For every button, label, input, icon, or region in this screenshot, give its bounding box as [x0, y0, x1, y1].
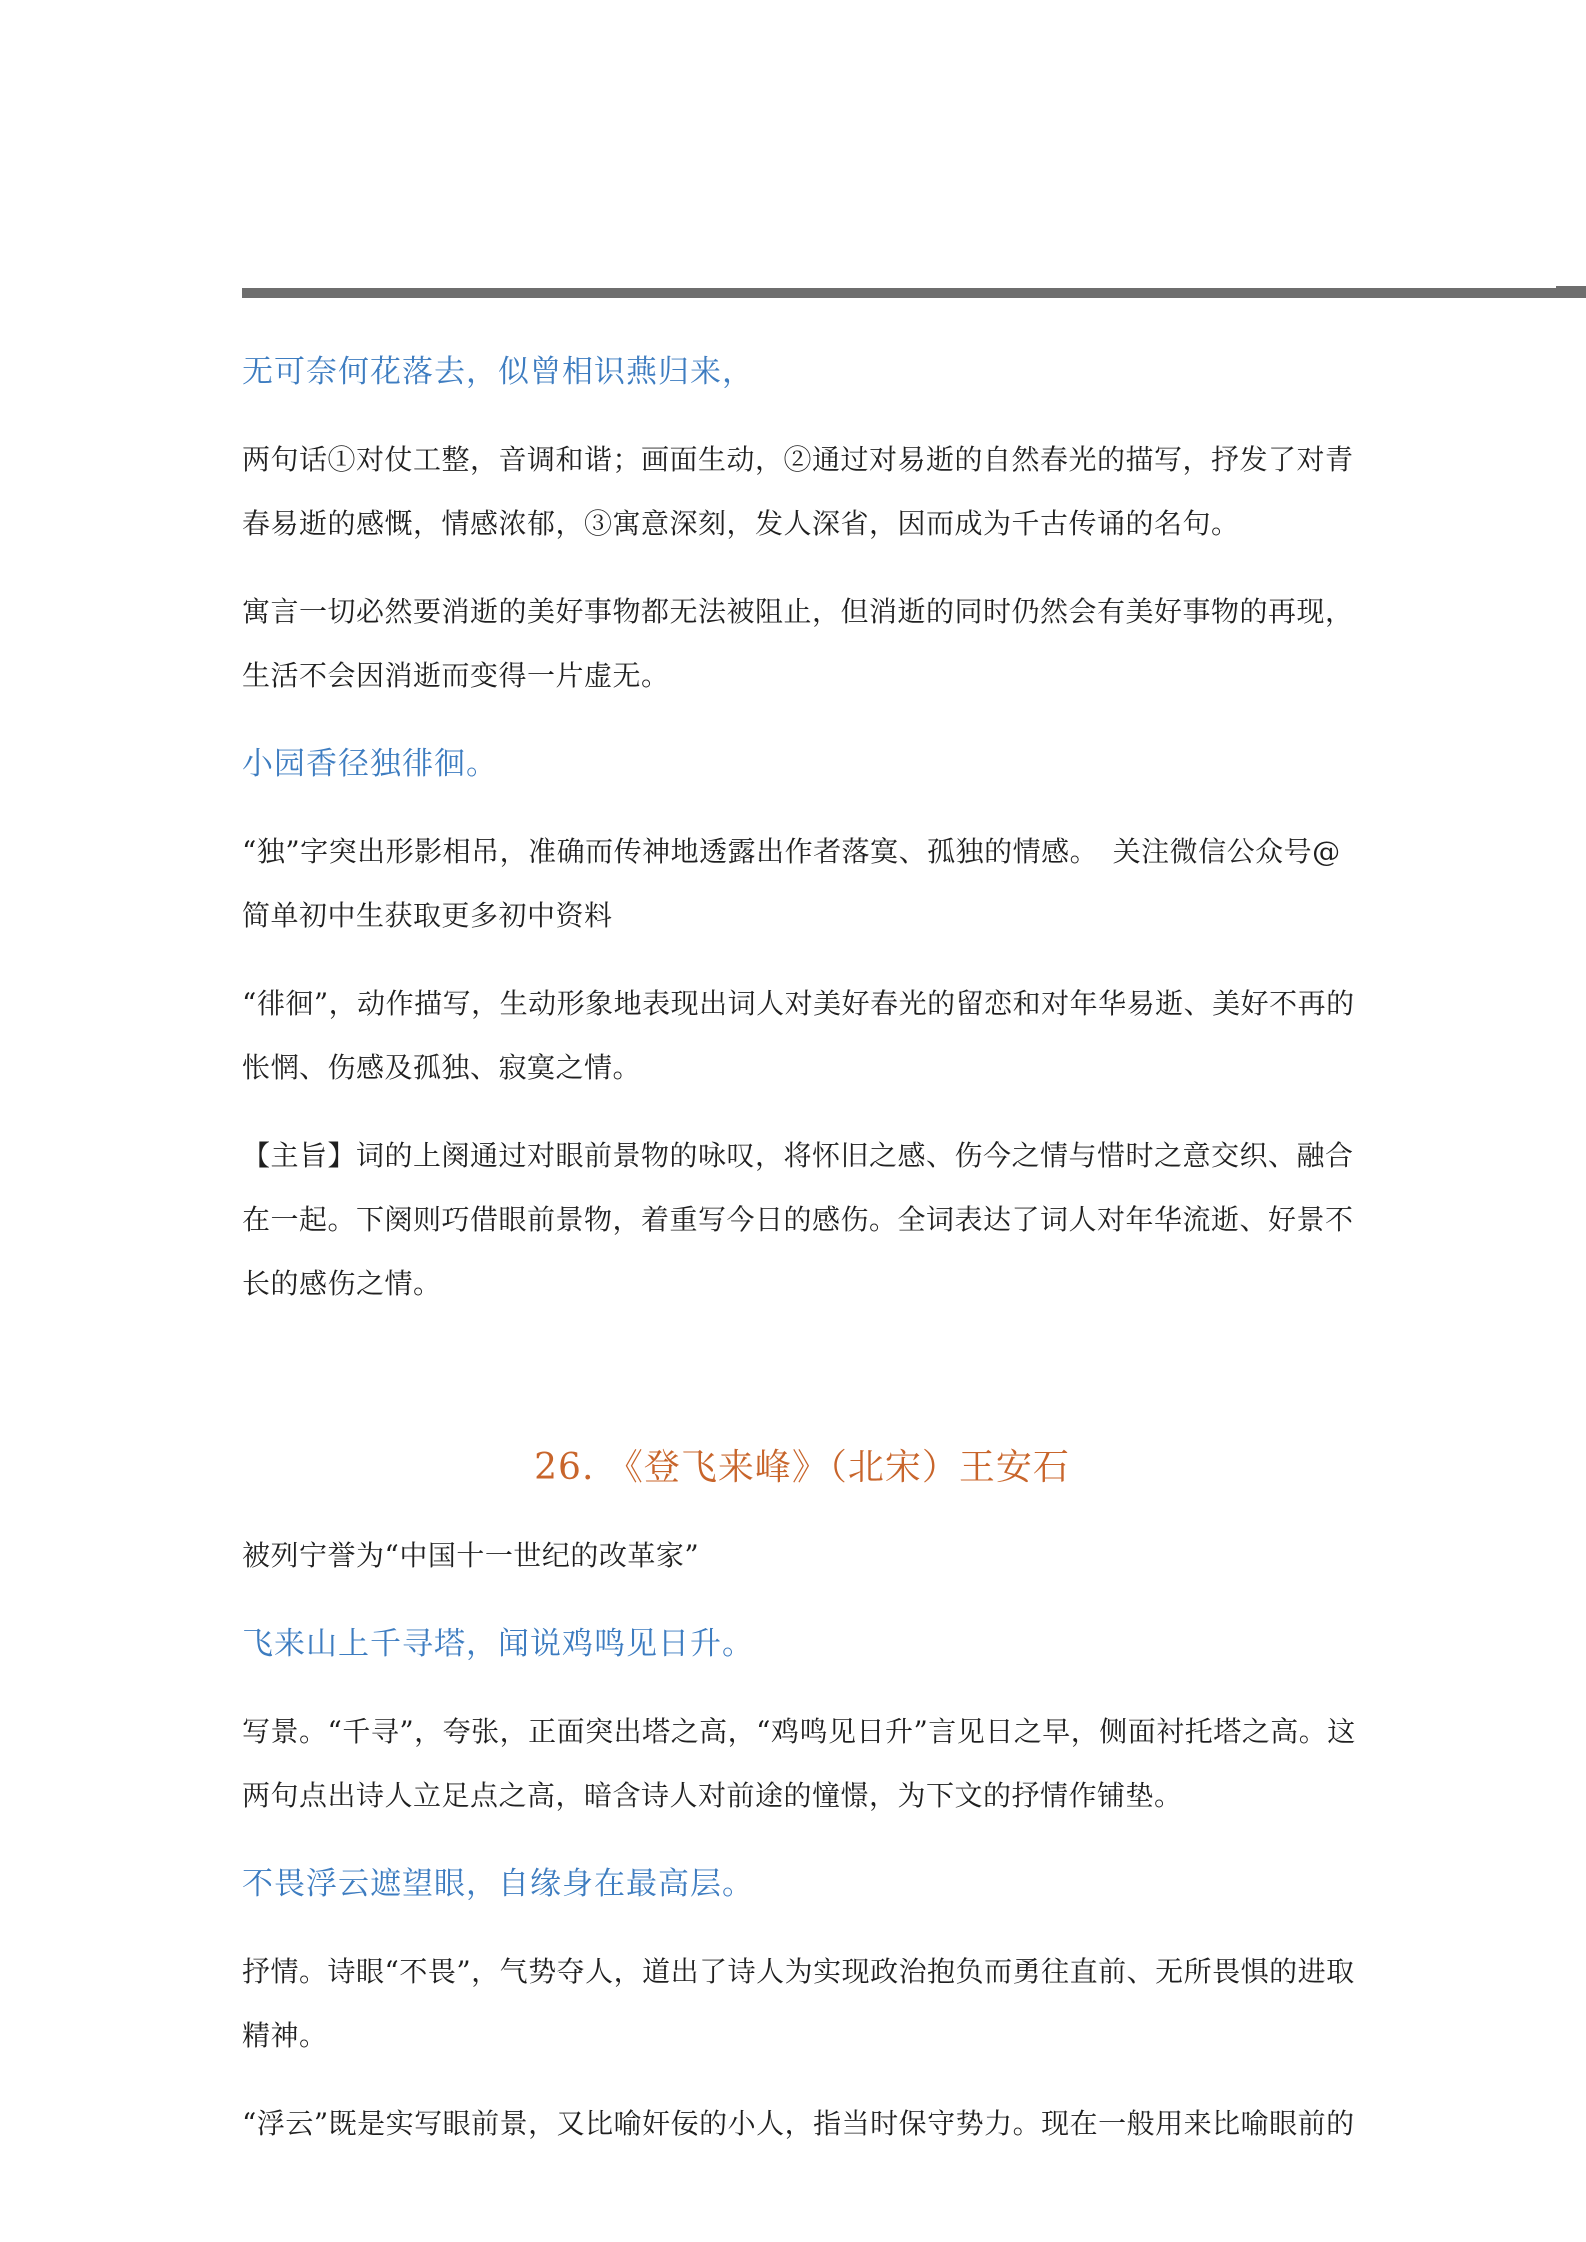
document-body	[242, 340, 1362, 2156]
annotation-paragraph: 两句话①对仗工整，音调和谐；画面生动，②通过对易逝的自然春光的描写，抒发了对青春易逝的感慨，情感浓郁，③寓意深刻，发人深省，因而成为千古传诵的名句。	[242, 443, 1354, 540]
annotation-paragraph: “独”字突出形影相吊，准确而传神地透露出作者落寞、孤独的情感。 关注微信公众号@简单初中生获取更多初中资料	[242, 835, 1341, 932]
header-rule-end	[1556, 286, 1586, 290]
annotation-paragraph: 抒情。诗眼“不畏”，气势夺人，道出了诗人为实现政治抱负而勇往直前、无所畏惧的进取精神。	[242, 1955, 1355, 2052]
header-rule	[242, 288, 1586, 298]
verse-line: 小园香径独徘徊。	[242, 746, 498, 782]
annotation-paragraph: 寓言一切必然要消逝的美好事物都无法被阻止，但消逝的同时仍然会有美好事物的再现，生活不会因消逝而变得一片虚无。	[242, 595, 1354, 692]
verse-line: 飞来山上千寻塔，闻说鸡鸣见日升。	[242, 1626, 754, 1662]
verse-line: 无可奈何花落去，似曾相识燕归来，	[242, 354, 754, 390]
annotation-paragraph: “浮云”既是实写眼前景，又比喻奸佞的小人，指当时保守势力。现在一般用来比喻眼前的	[242, 2107, 1355, 2140]
theme-paragraph: 【主旨】词的上阕通过对眼前景物的咏叹，将怀旧之感、伤今之情与惜时之意交织、融合在一起。下阕则巧借眼前景物，着重写今日的感伤。全词表达了词人对年华流逝、好景不长的感伤之情。	[242, 1139, 1354, 1300]
section-title: 26. 《登飞来峰》（北宋）王安石	[534, 1447, 1070, 1488]
author-note: 被列宁誉为“中国十一世纪的改革家”	[242, 1539, 700, 1572]
annotation-paragraph: “徘徊”，动作描写，生动形象地表现出词人对美好春光的留恋和对年华易逝、美好不再的怅惘、伤感及孤独、寂寞之情。	[242, 987, 1355, 1084]
annotation-paragraph: 写景。“千寻”，夸张，正面突出塔之高，“鸡鸣见日升”言见日之早，侧面衬托塔之高。这两句点出诗人立足点之高，暗含诗人对前途的憧憬，为下文的抒情作铺垫。	[242, 1715, 1356, 1812]
verse-line: 不畏浮云遮望眼，自缘身在最高层。	[242, 1866, 754, 1902]
